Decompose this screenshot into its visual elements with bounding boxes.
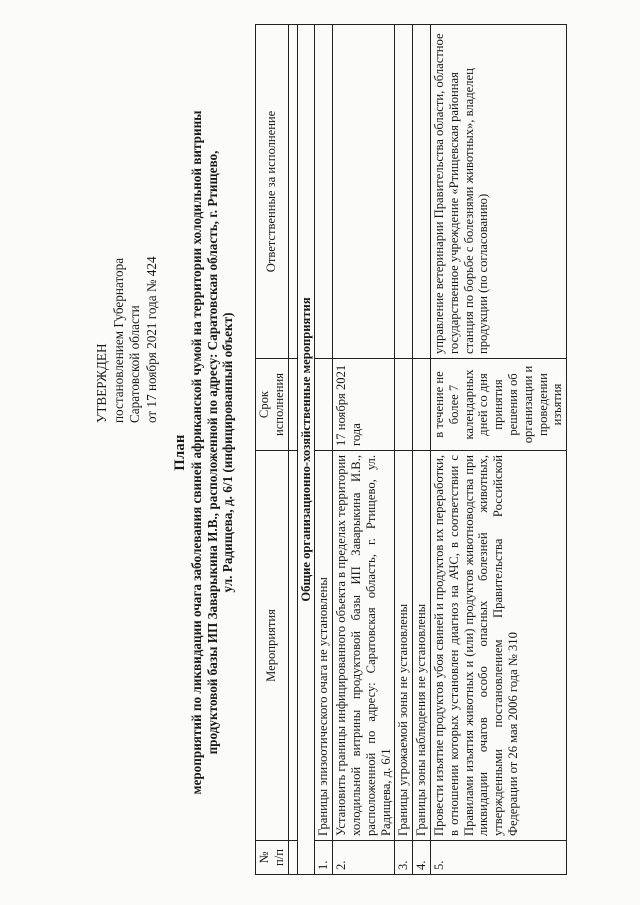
plan-table bbox=[255, 24, 567, 875]
row-responsible bbox=[315, 25, 333, 359]
row-measure: Провести изъятие продуктов убоя свиней и продуктов их переработки, в отношении которых установлен диагноз на АЧС, в соответствии с Правилами изъятия животных и (или) продуктов животноводства при ликвидации очагов особо опасных болезней животных, утвержденными постановлением Правительства Российской Федерации от 26 мая 2006 года № 310 bbox=[430, 451, 566, 841]
row-responsible: управление ветеринарии Правительства области, областное государственное учреждение «Ртищевская районная станция по борьбе с болезнями животных», владелец продукции (по согласованию) bbox=[430, 25, 566, 359]
row-num: 1. bbox=[315, 841, 333, 875]
table-row bbox=[395, 25, 413, 875]
approval-line-4: от 17 ноября 2021 года № 424 bbox=[143, 256, 159, 423]
row-measure: Установить границы инфицированного объекта в пределах территории холодильной витрины продуктовой базы ИП Заварыкина И.В., расположенной по адресу: Саратовская область, г. Ртищево, ул. Радищева, д. 6/1 bbox=[333, 451, 395, 841]
table-row bbox=[430, 25, 566, 875]
row-measure: Границы угрожаемой зоны не установлены bbox=[395, 451, 413, 841]
approval-line-2: постановлением Губернатора bbox=[110, 257, 126, 423]
header-term: Срок исполнения bbox=[256, 359, 289, 451]
row-term bbox=[395, 359, 413, 451]
row-term: 17 ноября 2021 года bbox=[333, 359, 395, 451]
title-line-2: продуктовой базы ИП Заварыкина И.В., расположенной по адресу: Саратовская область, г. Ртищево, bbox=[204, 150, 220, 755]
table-row bbox=[413, 25, 431, 875]
table-header-row bbox=[256, 25, 289, 875]
row-measure: Границы зоны наблюдения не установлены bbox=[413, 451, 431, 841]
document-title bbox=[172, 30, 236, 875]
section-title: Общие организационно-хозяйственные мероприятия bbox=[297, 25, 315, 875]
header-responsible: Ответственные за исполнение bbox=[256, 25, 289, 359]
approval-line-1: УТВЕРЖДЕН bbox=[94, 343, 109, 423]
row-responsible bbox=[413, 25, 431, 359]
row-term bbox=[315, 359, 333, 451]
title-heading: План bbox=[172, 434, 188, 471]
row-num: 3. bbox=[395, 841, 413, 875]
row-num: 2. bbox=[333, 841, 395, 875]
row-num: 4. bbox=[413, 841, 431, 875]
row-num: 5. bbox=[430, 841, 566, 875]
row-term: в течение не более 7 календарных дней со дня принятия решения об организации и проведении изъятия bbox=[430, 359, 566, 451]
approval-stamp bbox=[94, 256, 160, 423]
header-measures: Мероприятия bbox=[256, 451, 289, 841]
approval-line-3: Саратовской области bbox=[127, 305, 142, 423]
title-line-1: мероприятий по ликвидации очага заболевания свиней африканской чумой на территории холодильной витрины bbox=[189, 110, 204, 795]
section-row bbox=[297, 25, 315, 875]
row-term bbox=[413, 359, 431, 451]
row-responsible bbox=[333, 25, 395, 359]
row-responsible bbox=[395, 25, 413, 359]
table-row bbox=[333, 25, 395, 875]
header-num: № п/п bbox=[256, 841, 289, 875]
title-line-3: ул. Радищева, д. 6/1 (инфицированный объект) bbox=[220, 312, 235, 593]
spacer-row bbox=[288, 25, 297, 875]
row-measure: Границы эпизоотического очага не установлены bbox=[315, 451, 333, 841]
table-row bbox=[315, 25, 333, 875]
